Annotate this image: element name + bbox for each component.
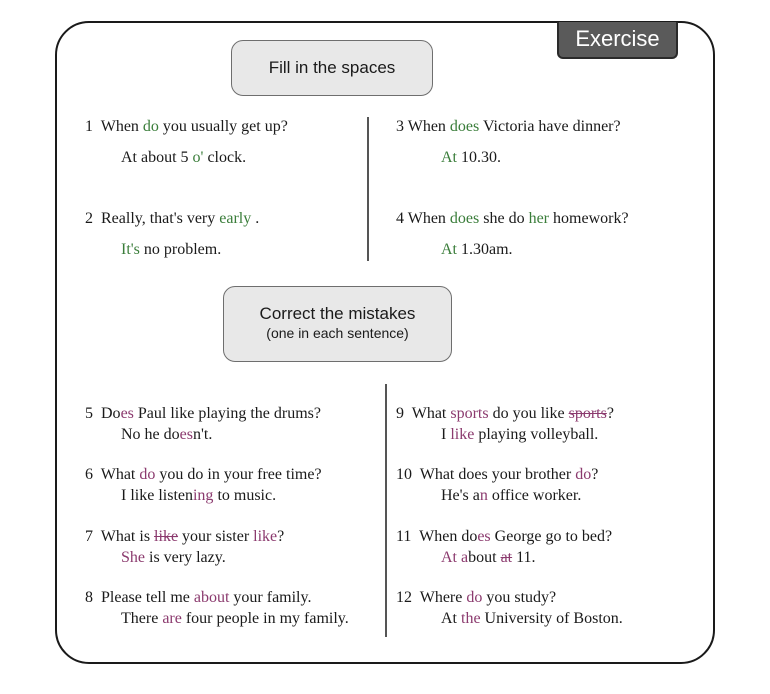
item-number: 12 bbox=[396, 589, 420, 606]
item-9-answer bbox=[441, 425, 598, 445]
item-4-answer bbox=[441, 240, 513, 260]
text: University of Boston. bbox=[480, 610, 623, 627]
item-2-question bbox=[85, 209, 259, 229]
correction: es bbox=[120, 405, 134, 422]
text: When bbox=[100, 118, 143, 135]
answer-fill: do bbox=[142, 118, 159, 135]
text: I bbox=[441, 426, 451, 443]
item-10-question bbox=[396, 465, 598, 485]
correction: es bbox=[179, 426, 193, 443]
text: There bbox=[121, 610, 163, 627]
item-1-question bbox=[85, 117, 288, 137]
answer-fill: It's bbox=[121, 241, 140, 258]
struck-word: at bbox=[500, 549, 513, 566]
text: playing volleyball. bbox=[474, 426, 599, 443]
answer-fill: At bbox=[441, 241, 457, 258]
text: What bbox=[100, 466, 140, 483]
struck-word: like bbox=[154, 528, 179, 545]
text: . bbox=[251, 210, 260, 227]
text: no problem. bbox=[139, 241, 222, 258]
text: 11. bbox=[512, 549, 536, 566]
text: n't. bbox=[192, 426, 213, 443]
item-4-question bbox=[396, 209, 629, 229]
correct-subtitle-text: (one in each sentence) bbox=[266, 325, 409, 341]
correction: do bbox=[575, 466, 592, 483]
text: Do bbox=[101, 405, 121, 422]
text: you usually get up? bbox=[158, 118, 288, 135]
item-number: 5 bbox=[85, 405, 101, 422]
item-number: 6 bbox=[85, 466, 101, 483]
text: I like listen bbox=[121, 487, 193, 504]
text: 1.30am. bbox=[457, 241, 513, 258]
column-divider-1 bbox=[367, 117, 369, 261]
text: At about 5 bbox=[121, 149, 193, 166]
text: homework? bbox=[549, 210, 629, 227]
item-8-question bbox=[85, 588, 311, 608]
item-number: 7 bbox=[85, 528, 101, 545]
text: do you like bbox=[488, 405, 569, 422]
correction: do bbox=[466, 589, 483, 606]
item-number: 9 bbox=[396, 405, 412, 422]
answer-fill: does bbox=[449, 118, 480, 135]
item-7-question bbox=[85, 527, 284, 547]
text: He's a bbox=[441, 487, 480, 504]
item-11-question bbox=[396, 527, 612, 547]
item-6-question bbox=[85, 465, 322, 485]
item-number: 10 bbox=[396, 466, 420, 483]
answer-fill: o' bbox=[192, 149, 204, 166]
correction: like bbox=[253, 528, 278, 545]
item-12-answer bbox=[441, 609, 623, 629]
correction: like bbox=[450, 426, 475, 443]
text: ? bbox=[606, 405, 614, 422]
correction: n bbox=[479, 487, 488, 504]
correction: ing bbox=[192, 487, 214, 504]
text: George go to bed? bbox=[490, 528, 613, 545]
text: Please tell me bbox=[101, 589, 194, 606]
item-1-answer bbox=[121, 148, 246, 168]
column-divider-2 bbox=[385, 384, 387, 637]
struck-word: sports bbox=[568, 405, 607, 422]
text: What bbox=[411, 405, 451, 422]
item-number: 2 bbox=[85, 210, 101, 227]
item-number: 4 bbox=[396, 210, 408, 227]
text: 10.30. bbox=[457, 149, 501, 166]
text: Victoria have dinner? bbox=[479, 118, 621, 135]
item-12-question bbox=[396, 588, 556, 608]
answer-fill: At bbox=[441, 149, 457, 166]
section-title-fill bbox=[231, 40, 433, 96]
text: When bbox=[407, 210, 450, 227]
item-6-answer bbox=[121, 486, 276, 506]
item-number: 11 bbox=[396, 528, 420, 545]
correct-title-text: Correct the mistakes bbox=[259, 304, 416, 323]
item-10-answer bbox=[441, 486, 581, 506]
correction: es bbox=[477, 528, 491, 545]
section-title-correct bbox=[223, 286, 452, 362]
exercise-badge: Exercise bbox=[557, 22, 678, 59]
correction: do bbox=[139, 466, 156, 483]
text: Where bbox=[419, 589, 467, 606]
text: ? bbox=[591, 466, 599, 483]
answer-fill: her bbox=[528, 210, 550, 227]
item-9-question bbox=[396, 404, 614, 424]
text: At bbox=[441, 610, 461, 627]
text: Paul like playing the drums? bbox=[133, 405, 321, 422]
correction: the bbox=[461, 610, 481, 627]
text: your sister bbox=[178, 528, 254, 545]
correction: sports bbox=[450, 405, 489, 422]
correction: At a bbox=[441, 549, 469, 566]
text: is very lazy. bbox=[145, 549, 226, 566]
item-2-answer bbox=[121, 240, 221, 260]
text: you do in your free time? bbox=[155, 466, 322, 483]
text: clock. bbox=[203, 149, 247, 166]
text: What does your brother bbox=[419, 466, 576, 483]
text: bout bbox=[468, 549, 501, 566]
item-11-answer bbox=[441, 548, 536, 568]
item-3-answer bbox=[441, 148, 501, 168]
item-5-question bbox=[85, 404, 321, 424]
fill-title-text: Fill in the spaces bbox=[268, 58, 396, 77]
item-number: 3 bbox=[396, 118, 408, 135]
text: Really, that's very bbox=[101, 210, 220, 227]
correction: She bbox=[121, 549, 145, 566]
text: When bbox=[407, 118, 450, 135]
correction: about bbox=[193, 589, 230, 606]
text: your family. bbox=[229, 589, 312, 606]
text: When do bbox=[419, 528, 478, 545]
text: four people in my family. bbox=[181, 610, 349, 627]
text: No he do bbox=[121, 426, 180, 443]
item-5-answer bbox=[121, 425, 212, 445]
answer-fill: early bbox=[219, 210, 252, 227]
text: office worker. bbox=[487, 487, 582, 504]
answer-fill: does bbox=[449, 210, 480, 227]
item-number: 8 bbox=[85, 589, 101, 606]
text: to music. bbox=[213, 487, 277, 504]
text: she do bbox=[479, 210, 529, 227]
item-number: 1 bbox=[85, 118, 101, 135]
item-3-question bbox=[396, 117, 621, 137]
correction: are bbox=[162, 610, 182, 627]
text: you study? bbox=[482, 589, 557, 606]
item-8-answer bbox=[121, 609, 349, 629]
text: ? bbox=[277, 528, 285, 545]
item-7-answer bbox=[121, 548, 226, 568]
text: What is bbox=[100, 528, 155, 545]
